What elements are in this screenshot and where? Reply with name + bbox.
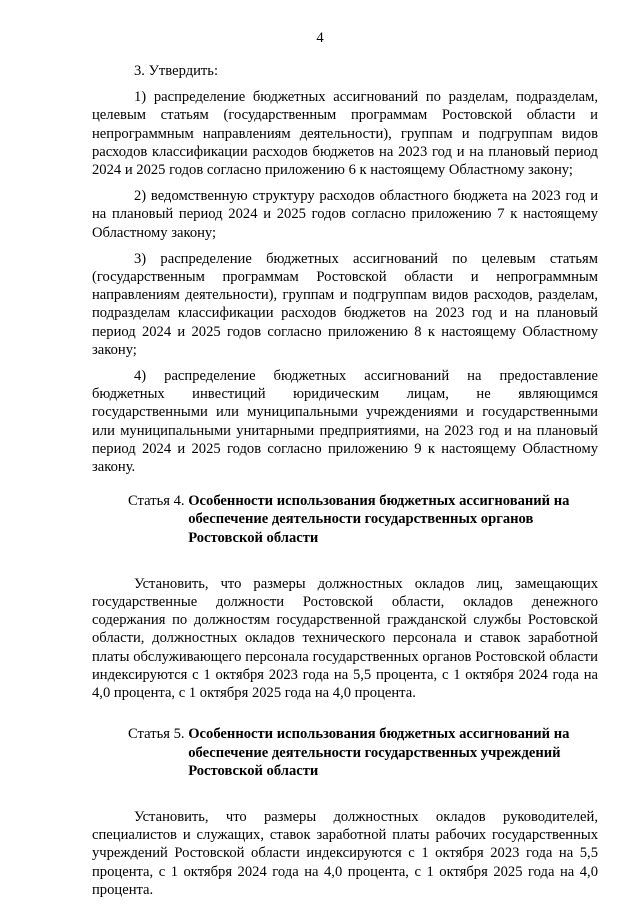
article-5-body: Установить, что размеры должностных окладов руководителей, специалистов и служащих, ставок заработной платы рабочих государственных учреждений Ростовской области индексируются с 1 октября 2023 года на 5,5 процента, с 1 октября 2024 года на 4,0 процента, с 1 октября 2025 года на 4,0 процента. bbox=[92, 808, 598, 898]
item-3-sub-3: 3) распределение бюджетных ассигнований по целевым статьям (государственным программам Ростовской области и непрограммным направлениям деятельности), группам и подгруппам видов расходов, разделам, подразделам классификации расходов бюджетов на 2023 год и на плановый период 2024 и 2025 годов согласно приложению 8 к настоящему Областному закону; bbox=[92, 250, 598, 358]
article-4-body: Установить, что размеры должностных окладов лиц, замещающих государственные должности Ростовской области, окладов денежного содержания по должностям государственной гражданской службы Ростовской области, должностных окладов технического персонала и ставок заработной платы обслуживающего персонала государственных органов Ростовской области индексируются с 1 октября 2023 года на 5,5 процента, с 1 октября 2024 года на 4,0 процента, с 1 октября 2025 года на 4,0 процента. bbox=[92, 575, 598, 702]
article-5-number: Статья 5. bbox=[128, 726, 185, 743]
article-4-number: Статья 4. bbox=[128, 493, 185, 510]
document-body bbox=[92, 62, 598, 899]
item-3-sub-2: 2) ведомственную структуру расходов областного бюджета на 2023 год и на плановый период 2024 и 2025 годов согласно приложению 7 к настоящему Областному закону; bbox=[92, 188, 598, 241]
page-number: 4 bbox=[316, 30, 324, 46]
item-3-sub-4: 4) распределение бюджетных ассигнований на предоставление бюджетных инвестиций юридическим лицам, не являющимся государственными или муниципальными учреждениями и государственными или муниципальными унитарными предприятиями, на 2023 год и на плановый период 2024 и 2025 годов согласно приложению 9 к настоящему Областному закону. bbox=[92, 368, 598, 476]
article-5-heading bbox=[128, 725, 598, 780]
article-4-heading bbox=[128, 492, 598, 547]
item-3-sub-1: 1) распределение бюджетных ассигнований по разделам, подразделам, целевым статьям (государственным программам Ростовской области и непрограммным направлениям деятельности), группам и подгруппам видов расходов классификации расходов бюджетов на 2023 год и на плановый период 2024 и 2025 годов согласно приложению 6 к настоящему Областному закону; bbox=[92, 89, 598, 179]
item-3-heading: 3. Утвердить: bbox=[134, 63, 219, 79]
article-4-title: Особенности использования бюджетных ассигнований на обеспечение деятельности государственных органов Ростовской области bbox=[188, 493, 570, 546]
article-5-title: Особенности использования бюджетных ассигнований на обеспечение деятельности государственных учреждений Ростовской области bbox=[188, 726, 570, 779]
